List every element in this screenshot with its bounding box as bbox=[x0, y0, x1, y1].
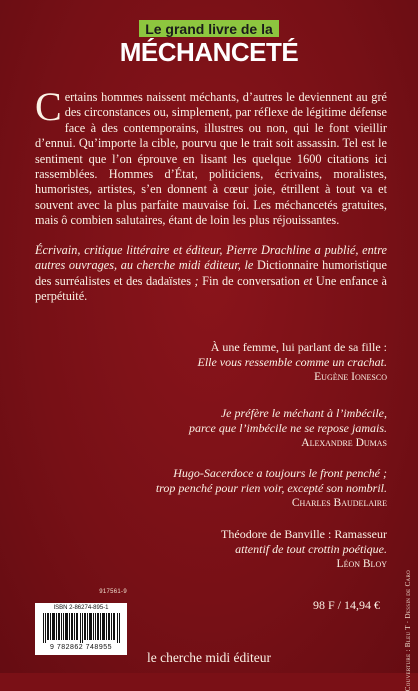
isbn-text: ISBN 2-86274-895-1 bbox=[53, 605, 109, 611]
quote-line-2: parce que l’imbécile ne se repose jamais. bbox=[188, 421, 387, 435]
title-main-line: MÉCHANCETÉ bbox=[119, 37, 299, 67]
barcode bbox=[35, 589, 127, 655]
bio-book-3: Une enfance à perpétuité. bbox=[35, 273, 387, 304]
blurb-paragraph bbox=[35, 84, 388, 229]
cover-credit: Couverture : Bleu T · Dessin de Caro bbox=[404, 570, 412, 691]
quote-line-2: attentif de tout crottin poétique. bbox=[235, 542, 387, 556]
bio-book-1: Dictionnaire humoristique des surréalistes et des dadaïstes bbox=[35, 258, 387, 288]
quote-1 bbox=[35, 340, 387, 385]
quote-author: Charles Baudelaire bbox=[291, 497, 387, 509]
price: 98 F / 14,94 € bbox=[312, 598, 380, 612]
drop-cap: C bbox=[35, 84, 62, 129]
barcode-number: 9 782862 748955 bbox=[50, 644, 112, 651]
publisher-name: le cherche midi éditeur bbox=[146, 650, 272, 665]
barcode-bars bbox=[43, 613, 123, 643]
quote-line-1: Théodore de Banville : Ramasseur bbox=[221, 527, 387, 541]
quote-2 bbox=[35, 406, 387, 451]
title-top-line: Le grand livre de la bbox=[139, 20, 279, 37]
bio-intro: Écrivain, critique littéraire et éditeur, Pierre Drachline a publié, entre autres ouvrages, au cherche midi éditeur, le bbox=[35, 243, 387, 273]
quote-3 bbox=[35, 466, 387, 511]
book-title bbox=[0, 20, 418, 65]
quote-line-2: trop penché pour rien voir, excepté son nombril. bbox=[155, 481, 387, 495]
quote-author: Léon Bloy bbox=[336, 558, 387, 570]
barcode-ref: 917561-9 bbox=[99, 589, 127, 595]
quote-line-1: Je préfère le méchant à l’imbécile, bbox=[220, 406, 387, 420]
bio-book-2: Fin de conversation bbox=[202, 273, 300, 288]
quote-author: Eugène Ionesco bbox=[314, 371, 387, 383]
blurb-text: ertains hommes naissent méchants, d’autres le deviennent au gré des circonstances ou, simplement, par réflexe de légitime défense face à des contemporains, illustres ou non, qui le font vieillir d’ennui. Qu’importe la cible, pourvu que le trait soit assassin. Tel est le sentiment que l’on éprouve en lisant les quelque 1600 citations ici rassemblées. Hommes d’État, politiciens, écrivains, moralistes, humoristes, artistes, s’en donnent à cœur joie, étrillent à tout va et souvent avec la plus parfaite mauvaise foi. Les méchancetés gratuites, mais ô combien salutaires, étant de loin les plus réjouissantes. bbox=[35, 90, 388, 228]
quote-4 bbox=[35, 527, 387, 572]
quote-line-2: Elle vous ressemble comme un crachat. bbox=[197, 355, 387, 369]
quote-line-1: Hugo-Sacerdoce a toujours le front penché ; bbox=[173, 466, 387, 480]
bio-separator-1: ; bbox=[191, 273, 203, 288]
quote-line-1: À une femme, lui parlant de sa fille : bbox=[210, 340, 387, 354]
author-bio bbox=[35, 243, 387, 305]
bio-separator-2: et bbox=[299, 273, 316, 288]
quote-author: Alexandre Dumas bbox=[301, 437, 387, 449]
